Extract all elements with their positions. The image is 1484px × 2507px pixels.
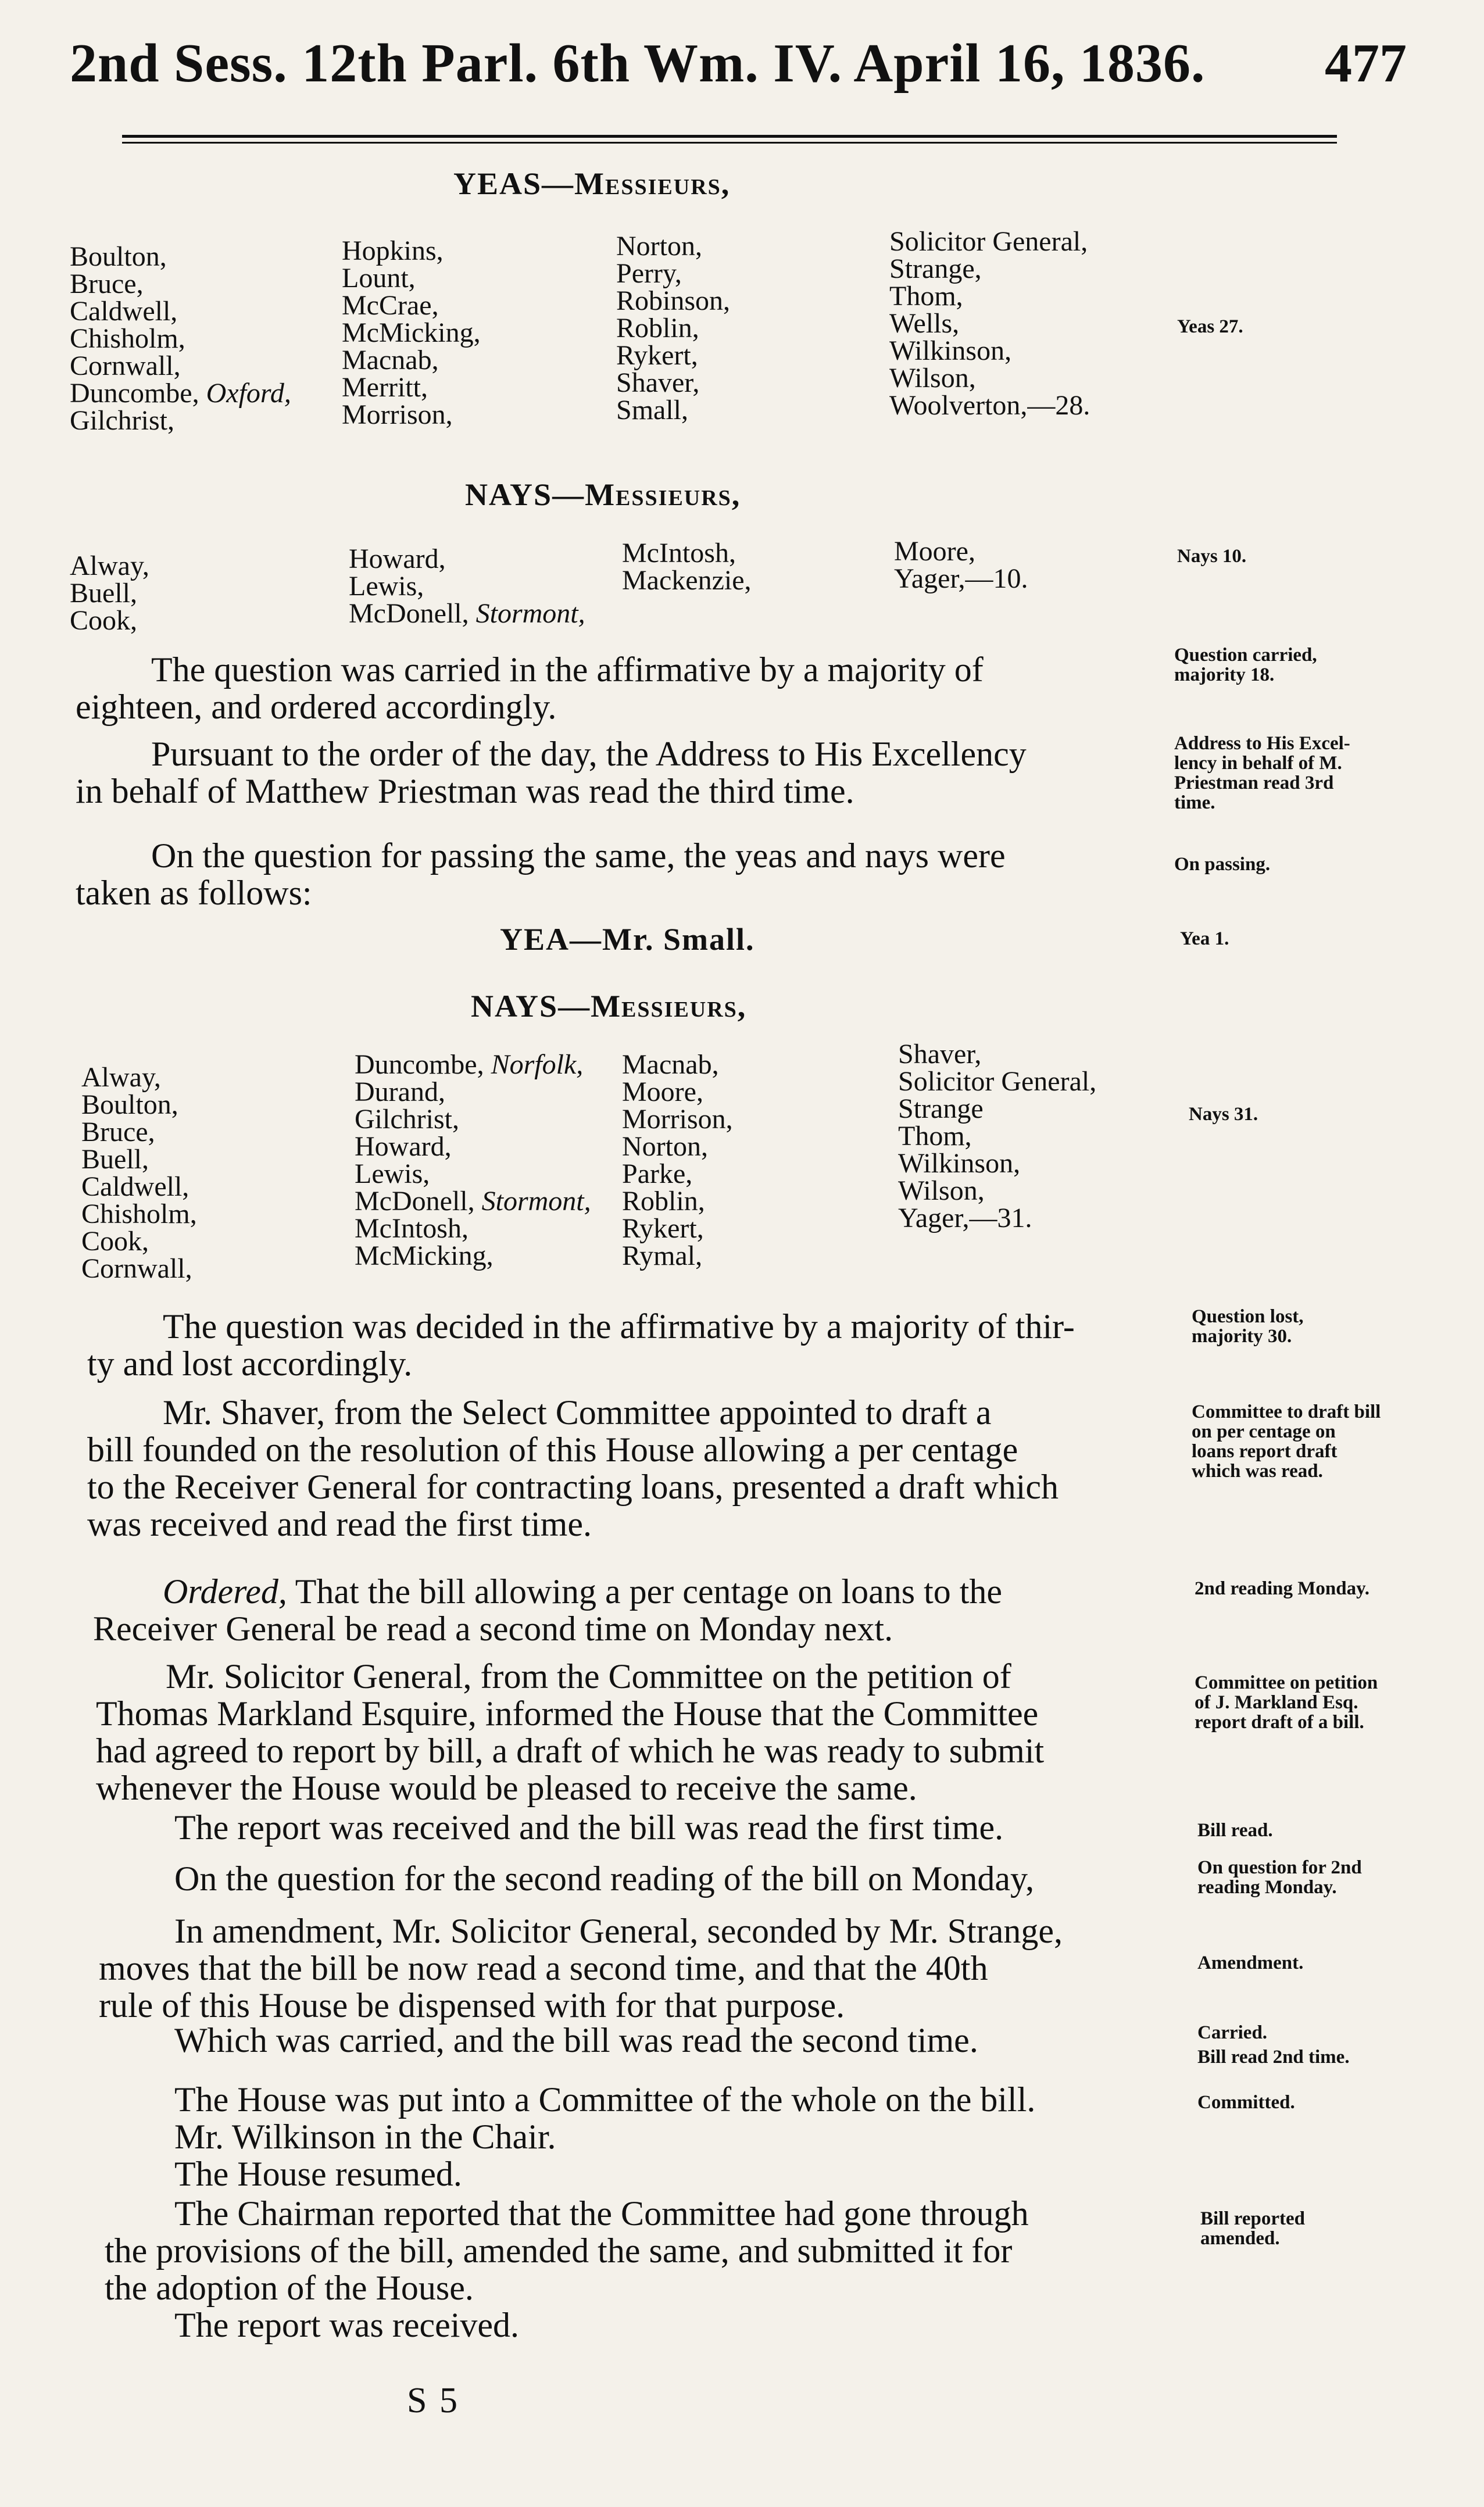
running-head: 2nd Sess. 12th Parl. 6th Wm. IV. April 16, 1836. [70, 33, 1206, 94]
member-name: Macnab, [622, 1049, 719, 1080]
paragraph-on-passing [76, 837, 1006, 911]
text-line: Which was carried, and the bill was read the second time. [174, 2021, 978, 2059]
member-name-mcdonell: McDonell, Stormont, [355, 1186, 591, 1217]
text-line: The question was decided in the affirmative by a majority of thir- [163, 1307, 1075, 1346]
nays2-column-2 [355, 1051, 591, 1269]
nays-column-1 [70, 552, 149, 634]
side-note-address: Address to His Excel- lency in behalf of M. Priestman read 3rd time. [1174, 733, 1350, 813]
paragraph-committee-whole [174, 2081, 1035, 2193]
text-line: eighteen, and ordered accordingly. [76, 688, 557, 726]
nays-heading: NAYS—Messieurs, [465, 477, 741, 512]
side-note-yeas: Yeas 27. [1177, 316, 1243, 337]
paragraph-second-reading-question [174, 1860, 1034, 1897]
member-name: Rymal, [622, 1240, 703, 1271]
member-name: Wilkinson, [898, 1148, 1021, 1179]
text-line: Mr. Solicitor General, from the Committee on the petition of [166, 1657, 1011, 1696]
side-note-nays-2: Nays 31. [1189, 1104, 1258, 1125]
riding-norfolk: Norfolk, [491, 1049, 584, 1080]
text-line: The House was put into a Committee of the whole on the bill. [174, 2080, 1036, 2119]
member-name: McCrae, [342, 290, 439, 321]
side-note-committed: Committed. [1197, 2092, 1295, 2113]
yeas-column-4 [889, 228, 1090, 419]
nays-heading-2: NAYS—Messieurs, [471, 989, 747, 1024]
member-name: Perry, [616, 258, 682, 289]
text-line: On the question for the second reading of the bill on Monday, [174, 1859, 1035, 1898]
member-name: Norton, [616, 231, 702, 262]
side-note-bill-reported: Bill reported amended. [1200, 2208, 1305, 2249]
member-name: Bruce, [70, 269, 144, 299]
member-name: Cornwall, [81, 1253, 192, 1284]
member-name: Gilchrist, [355, 1104, 459, 1135]
side-note-carried: Carried. Bill read 2nd time. [1197, 2022, 1350, 2068]
member-name: Strange, [889, 253, 982, 284]
member-name: Robinson, [616, 285, 731, 316]
signature-mark: S 5 [407, 2381, 459, 2420]
text-line: On the question for passing the same, the yeas and nays were [151, 836, 1006, 875]
member-name: Alway, [70, 550, 149, 581]
member-name: Rykert, [616, 340, 698, 371]
member-name: Morrison, [622, 1104, 733, 1135]
member-name: Lewis, [349, 571, 424, 602]
member-name: Hopkins, [342, 235, 444, 266]
yea-heading: YEA—Mr. Small. [500, 922, 755, 957]
text-line: The House resumed. [174, 2155, 462, 2193]
paragraph-report-received [174, 1809, 1003, 1846]
text-line: Ordered, That the bill allowing a per centage on loans to the [163, 1572, 1003, 1611]
paragraph-question-lost [87, 1308, 1075, 1382]
paragraph-amendment [99, 1912, 1063, 2024]
member-name: Parke, [622, 1158, 693, 1189]
nays-column-2 [349, 545, 585, 627]
member-name: Macnab, [342, 345, 439, 375]
member-name: Caldwell, [70, 296, 178, 327]
side-note-yea: Yea 1. [1180, 928, 1229, 949]
member-name: Moore, [622, 1077, 703, 1107]
nays-column-3 [622, 539, 752, 594]
member-name: Lount, [342, 263, 416, 294]
side-note-bill-read: Bill read. [1197, 1820, 1273, 1841]
text-line: In amendment, Mr. Solicitor General, seconded by Mr. Strange, [174, 1912, 1063, 1950]
paragraph-question-carried [76, 651, 984, 725]
member-name: Alway, [81, 1062, 161, 1093]
text-line: had agreed to report by bill, a draft of which he was ready to submit [96, 1732, 1045, 1770]
text-line: The report was received. [174, 2306, 520, 2344]
text-line: The report was received and the bill was read the first time. [174, 1808, 1004, 1847]
member-name: Wells, [889, 308, 960, 339]
text-line: Pursuant to the order of the day, the Address to His Excellency [151, 735, 1027, 773]
paragraph-chairman-report [105, 2195, 1029, 2344]
page-header [70, 32, 1407, 119]
paragraph-carried [174, 2022, 978, 2059]
yeas-column-1 [70, 243, 291, 434]
member-name: Buell, [70, 578, 137, 609]
nays2-column-1 [81, 1064, 197, 1282]
riding-stormont: Stormont, [475, 598, 585, 629]
text-line: moves that the bill be now read a second time, and that the 40th [99, 1949, 988, 1987]
side-note-amendment: Amendment. [1197, 1952, 1304, 1973]
member-name: Chisholm, [70, 323, 185, 354]
member-name: McIntosh, [355, 1213, 469, 1244]
member-name: Caldwell, [81, 1171, 189, 1202]
nays2-column-4 [898, 1040, 1096, 1232]
text-line: bill founded on the resolution of this House allowing a per centage [87, 1430, 1018, 1469]
member-name: Cook, [81, 1226, 149, 1257]
side-note-petition: Committee on petition of J. Markland Esq. report draft of a bill. [1195, 1672, 1378, 1733]
text-line: the provisions of the bill, amended the same, and submitted it for [105, 2231, 1013, 2270]
member-name: Shaver, [616, 367, 700, 398]
text-line: Mr. Wilkinson in the Chair. [174, 2118, 556, 2156]
text-line: in behalf of Matthew Priestman was read the third time. [76, 772, 854, 810]
side-note-second-reading: 2nd reading Monday. [1195, 1578, 1370, 1599]
member-name: Wilkinson, [889, 335, 1012, 366]
member-name: Thom, [898, 1121, 972, 1151]
paragraph-solicitor-general [96, 1658, 1044, 1807]
member-name: Solicitor General, [889, 226, 1088, 257]
member-name: Rykert, [622, 1213, 704, 1244]
member-name: Cornwall, [70, 351, 181, 381]
member-name: Boulton, [81, 1089, 178, 1120]
member-name: McIntosh, [622, 538, 736, 568]
member-name: Solicitor General, [898, 1066, 1097, 1097]
text-line: Receiver General be read a second time on Monday next. [93, 1610, 893, 1648]
paragraph-address-priestman [76, 735, 1027, 810]
member-name-duncombe: Duncombe, Norfolk, [355, 1049, 584, 1080]
text-line: to the Receiver General for contracting loans, presented a draft which [87, 1468, 1059, 1506]
member-name: Roblin, [616, 313, 699, 344]
member-name: Roblin, [622, 1186, 705, 1217]
text-line: Thomas Markland Esquire, informed the House that the Committee [96, 1694, 1039, 1733]
side-note-on-passing: On passing. [1174, 854, 1271, 875]
member-name: Woolverton,—28. [889, 390, 1090, 421]
side-note-question-lost: Question lost, majority 30. [1192, 1306, 1304, 1347]
paragraph-ordered [93, 1573, 1002, 1647]
member-name: Lewis, [355, 1158, 430, 1189]
ordered-label: Ordered, [163, 1572, 287, 1611]
member-name: Cook, [70, 605, 138, 636]
member-name: Howard, [355, 1131, 452, 1162]
member-name: McMicking, [342, 317, 481, 348]
side-note-question-second: On question for 2nd reading Monday. [1197, 1857, 1362, 1898]
header-rule-top [122, 135, 1337, 138]
member-name: Boulton, [70, 241, 167, 272]
text-line: The question was carried in the affirmative by a majority of [151, 650, 984, 689]
nays-column-4 [894, 538, 1028, 592]
member-name-mcdonell: McDonell, Stormont, [349, 598, 585, 629]
nays2-column-3 [622, 1051, 733, 1269]
member-name: Wilson, [898, 1175, 985, 1206]
member-name: Howard, [349, 543, 446, 574]
riding-stormont: Stormont, [481, 1186, 591, 1217]
member-name: Wilson, [889, 363, 976, 394]
member-name: Moore, [894, 536, 975, 567]
member-name: Chisholm, [81, 1199, 197, 1229]
member-name: McMicking, [355, 1240, 494, 1271]
member-name-duncombe: Duncombe, Oxford, [70, 378, 291, 409]
text-line: was received and read the first time. [87, 1505, 592, 1543]
member-name: Merritt, [342, 372, 428, 403]
member-name: Buell, [81, 1144, 149, 1175]
member-name: Yager,—31. [898, 1203, 1032, 1233]
side-note-nays: Nays 10. [1177, 546, 1247, 567]
yeas-column-2 [342, 237, 481, 428]
member-name: Mackenzie, [622, 565, 752, 596]
header-rule-bottom [122, 142, 1337, 144]
member-name: Norton, [622, 1131, 708, 1162]
text-line: whenever the House would be pleased to receive the same. [96, 1769, 917, 1807]
text-line: rule of this House be dispensed with for that purpose. [99, 1986, 845, 2025]
page-number: 477 [1325, 33, 1407, 94]
riding-oxford: Oxford, [206, 378, 291, 409]
member-name: Shaver, [898, 1039, 982, 1070]
text-line: The Chairman reported that the Committee had gone through [174, 2194, 1029, 2233]
member-name: Durand, [355, 1077, 445, 1107]
text-line: ty and lost accordingly. [87, 1344, 413, 1383]
member-name: Yager,—10. [894, 563, 1028, 594]
member-name: Small, [616, 395, 689, 425]
member-name: Thom, [889, 281, 963, 312]
yeas-heading: YEAS—Messieurs, [453, 166, 731, 201]
yeas-column-3 [616, 233, 730, 424]
paragraph-select-committee [87, 1394, 1059, 1543]
member-name: Strange [898, 1093, 984, 1124]
text-line: taken as follows: [76, 874, 312, 912]
member-name: Gilchrist, [70, 405, 174, 436]
member-name: Bruce, [81, 1117, 155, 1147]
text-line: Mr. Shaver, from the Select Committee appointed to draft a [163, 1393, 992, 1432]
side-note-question-carried: Question carried, majority 18. [1174, 645, 1317, 685]
member-name: Morrison, [342, 399, 453, 430]
side-note-committee-draft: Committee to draft bill on per centage on loans report draft which was read. [1192, 1401, 1381, 1482]
text-line: the adoption of the House. [105, 2269, 474, 2307]
